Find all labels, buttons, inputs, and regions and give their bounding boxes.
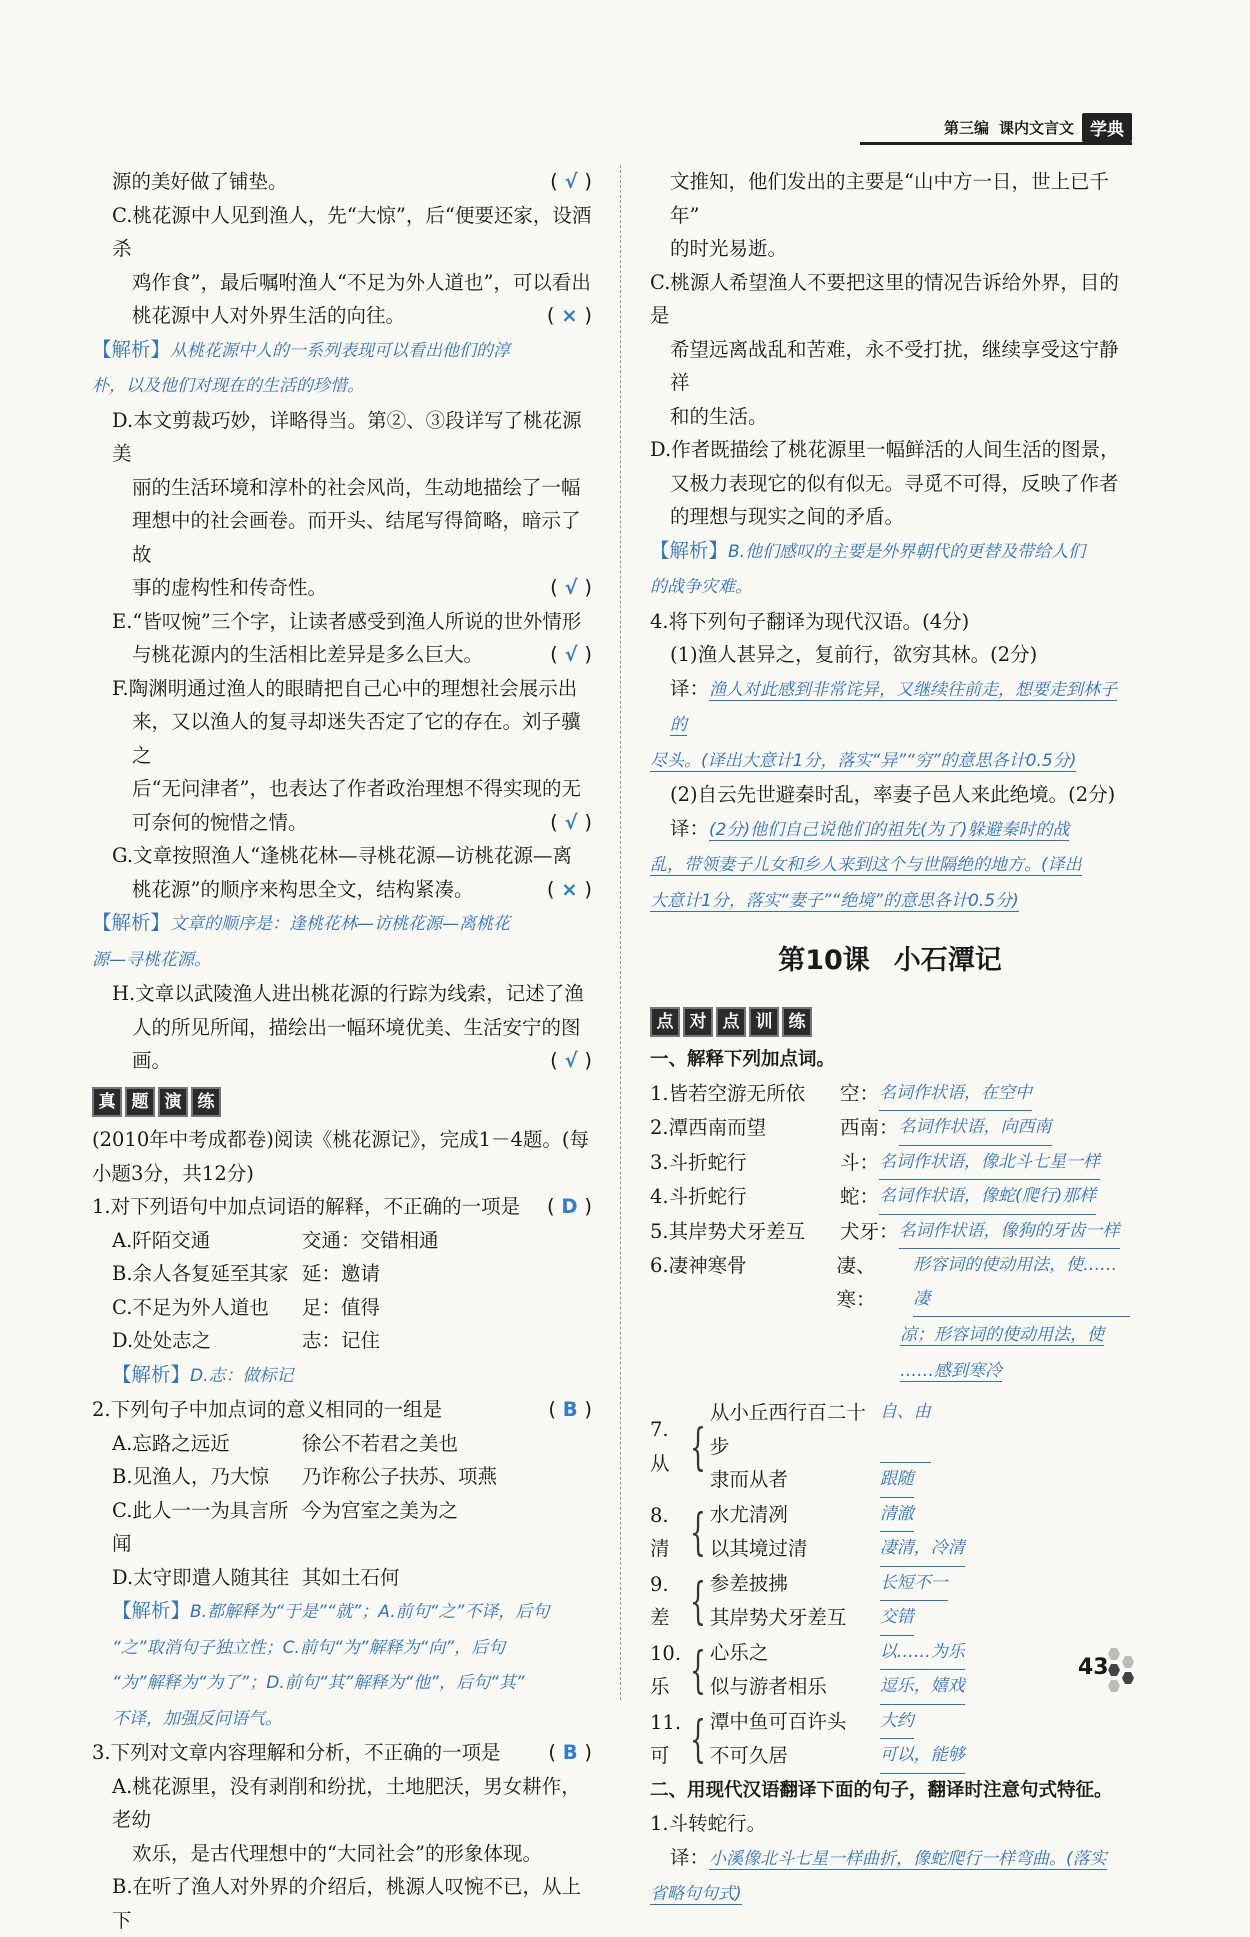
answer-mark: ( × ) (546, 877, 592, 901)
translation-label: 译： (670, 816, 710, 840)
option-row: C.此人一一为具言所闻 今为宫室之美为之 (112, 1498, 459, 1555)
text-line: 可奈何的惋惜之情。 (132, 810, 308, 834)
question-4: 4.将下列句子翻译为现代汉语。(4分) (650, 609, 970, 633)
option-d: D.本文剪裁巧妙，详略得当。第②、③段详写了桃花源美 (112, 408, 582, 465)
polysemy-item: 8.清 { 水尤清冽 清澈 以其境过清 凄清，冷清 (650, 1498, 1130, 1567)
sentence-1: (1)渔人甚异之，复前行，欲穷其林。(2分) (670, 643, 1038, 666)
text-line: 源的美好做了铺垫。 (112, 170, 288, 193)
brace-icon: { (689, 1572, 706, 1630)
brace-icon: { (689, 1710, 706, 1768)
option-c: C.桃源人希望渔人不要把这里的情况告诉给外界，目的是 (650, 270, 1119, 327)
polysemy-item: 7.从 { 从小丘西行百二十步 自、由 隶而从者 跟随 (650, 1396, 1130, 1498)
translation-label: 译： (670, 1845, 710, 1869)
analysis-cont: 源—寻桃花源。 (92, 949, 211, 970)
polysemy-item: 11.可 { 潭中鱼可百许头 大约 不可久居 可以，能够 (650, 1705, 1130, 1774)
exam-intro: (2010年中考成都卷)阅读《桃花源记》，完成1－4题。(每 (92, 1128, 590, 1151)
translation-label: 译： (670, 676, 710, 700)
answer-mark: ( √ ) (550, 576, 592, 599)
analysis-cont: 不译，加强反问语气。 (112, 1708, 282, 1729)
sentence-2: (2)自云先世避秦时乱，率妻子邑人来此绝境。(2分) (670, 783, 1116, 806)
running-header (860, 112, 1132, 145)
lesson-title: 第10课 小石潭记 (778, 945, 1002, 976)
text-line: 人的所见所闻，描绘出一幅环境优美、生活安宁的图 (132, 1015, 581, 1039)
part-2-heading: 二、用现代汉语翻译下面的句子，翻译时注意句式特征。 (650, 1779, 1113, 1801)
translation-answer-cont: 乱，带领妻子儿女和乡人来到这个与世隔绝的地方。(译出 (650, 855, 1082, 875)
text-line: 事的虚构性和传奇性。 (132, 576, 328, 599)
analysis-cont: “之”取消句子独立性；C.前句“为”解释为“向”，后句 (112, 1637, 506, 1658)
option-g: G.文章按照渔人“逢桃花林—寻桃花源—访桃花源—离 (112, 844, 573, 867)
answer-mark: ( D ) (547, 1195, 592, 1218)
translation-answer-cont: 尽头。(译出大意计1分，落实“异”“穷”的意思各计0.5分) (650, 750, 1077, 771)
answer-mark: ( √ ) (550, 643, 592, 666)
vocab-row: 2.潭西南而望 西南： 名词作状语，向西南 (650, 1111, 1130, 1146)
vocab-row: 4.斗折蛇行 蛇： 名词作状语，像蛇(爬行)那样 (650, 1180, 1130, 1215)
header-brand-logo: 学典 (1082, 113, 1132, 142)
option-c: C.桃花源中人见到渔人，先“大惊”，后“便要还家，设酒杀 (112, 203, 592, 260)
answer-mark: ( B ) (548, 1398, 592, 1421)
analysis: 【解析】D.志：做标记 (112, 1362, 294, 1386)
text-line: 画。 (132, 1049, 172, 1072)
option-d: D.作者既描绘了桃花源里一幅鲜活的人间生活的图景， (650, 438, 1120, 461)
text-line: 和的生活。 (670, 404, 768, 428)
brace-icon: { (689, 1503, 706, 1561)
option-e: E.“皆叹惋”三个字，让读者感受到渔人所说的世外情形 (112, 609, 582, 633)
question-3: 3.下列对文章内容理解和分析，不正确的一项是 (92, 1741, 501, 1764)
text-line: 丽的生活环境和淳朴的社会风尚，生动地描绘了一幅 (132, 475, 581, 499)
text-line: 的理想与现实之间的矛盾。 (670, 505, 905, 528)
vocab-answer-cont: ……感到寒冷 (900, 1360, 1002, 1381)
question-1: 1.对下列语句中加点词语的解释，不正确的一项是 (92, 1195, 521, 1218)
translation-answer-cont: 大意计1分，落实“妻子”“绝境”的意思各计0.5分) (650, 890, 1019, 911)
part-2-question-1: 1.斗转蛇行。 (650, 1812, 767, 1835)
option-a: A.桃花源里，没有剥削和纷扰，土地肥沃，男女耕作，老幼 (112, 1774, 581, 1831)
part-1-heading: 一、解释下列加点词。 (650, 1049, 836, 1070)
header-category: 课内文言文 (998, 118, 1074, 137)
vocab-row: 3.斗折蛇行 斗： 名词作状语，像北斗七星一样 (650, 1146, 1130, 1181)
option-row: D.处处志之 志：记住 (112, 1329, 381, 1352)
vocab-row: 5.其岸势犬牙差互 犬牙： 名词作状语，像狗的牙齿一样 (650, 1215, 1130, 1250)
answer-mark: ( √ ) (550, 810, 592, 834)
text-line: 鸡作食”，最后嘱咐渔人“不足为外人道也”，可以看出 (132, 270, 591, 294)
text-line: 理想中的社会画卷。而开头、结尾写得简略，暗示了故 (132, 509, 581, 566)
section-title-zhenti: 真 题 演 练 (92, 1084, 224, 1118)
analysis-cont: “为”解释为“为了”；D.前句“其”解释为“他”，后句“其” (112, 1673, 525, 1693)
analysis-cont: 的战争灾难。 (650, 577, 752, 597)
answer-mark: ( √ ) (550, 170, 592, 193)
left-column (92, 165, 592, 1937)
option-row: D.太守即遣人随其往 其如土石何 (112, 1565, 400, 1589)
translation-answer: (2分)他们自己说他们的祖先(为了)躲避秦时的战 (709, 819, 1070, 840)
text-line: 的时光易逝。 (670, 237, 788, 260)
analysis: 【解析】文章的顺序是：逢桃花林—访桃花源—离桃花 (92, 911, 511, 934)
option-row: A.忘路之远近 徐公不若君之美也 (112, 1431, 459, 1455)
text-line: 与桃花源内的生活相比差异是多么巨大。 (132, 643, 484, 666)
option-row: B.见渔人，乃大惊 乃诈称公子扶苏、项燕 (112, 1465, 498, 1488)
translation-answer: 小溪像北斗七星一样曲折，像蛇爬行一样弯曲。(落实 (709, 1848, 1107, 1869)
answer-mark: ( √ ) (550, 1049, 592, 1072)
text-line: 桃花源中人对外界生活的向往。 (132, 304, 406, 327)
vocab-answer-cont: 凉；形容词的使动用法，使 (900, 1325, 1104, 1345)
text-line: 文推知，他们发出的主要是“山中方一日，世上已千年” (670, 170, 1109, 227)
column-divider (620, 165, 621, 1700)
brace-icon: { (689, 1641, 706, 1699)
text-line: 来，又以渔人的复寻却迷失否定了它的存在。刘子骥之 (132, 710, 581, 767)
header-section: 第三编 (943, 118, 989, 137)
polysemy-item: 10.乐 { 心乐之 以……为乐 似与游者相乐 逗乐，嬉戏 (650, 1636, 1130, 1705)
section-title-dianduidian: 点 对 点 训 练 (650, 1004, 815, 1038)
text-line: 后“无问津者”，也表达了作者政治理想不得实现的无 (132, 777, 581, 800)
vocab-row: 1.皆若空游无所依 空： 名词作状语，在空中 (650, 1077, 1130, 1112)
text-line: 桃花源”的顺序来构思全文，结构紧凑。 (132, 877, 474, 901)
analysis: 【解析】从桃花源中人的一系列表现可以看出他们的淳 (92, 337, 511, 361)
analysis: 【解析】B.他们感叹的主要是外界朝代的更替及带给人们 (650, 538, 1086, 562)
answer-mark: ( B ) (548, 1741, 592, 1764)
analysis: 【解析】B.都解释为“于是”“就”；A.前句“之”不译，后句 (112, 1599, 550, 1622)
option-row: A.阡陌交通 交通：交错相通 (112, 1228, 439, 1252)
right-column (650, 165, 1130, 1912)
option-row: B.余人各复延至其家 延：邀请 (112, 1262, 381, 1285)
option-f: F.陶渊明通过渔人的眼睛把自己心中的理想社会展示出 (112, 676, 578, 700)
text-line: 希望远离战乱和苦难，永不受打扰，继续享受这宁静祥 (670, 337, 1119, 394)
option-row: C.不足为外人道也 足：值得 (112, 1295, 381, 1319)
brace-icon: { (689, 1417, 706, 1476)
question-2: 2.下列句子中加点词的意义相同的一组是 (92, 1398, 443, 1421)
text-line: 欢乐，是古代理想中的“大同社会”的形象体现。 (132, 1841, 542, 1865)
translation-answer-cont: 省略句句式) (650, 1884, 742, 1904)
text-line: 又极力表现它的似有似无。寻觅不可得，反映了作者 (670, 471, 1119, 495)
option-b: B.在听了渔人对外界的介绍后，桃源人叹惋不已，从上下 (112, 1875, 582, 1932)
vocab-row: 6.凄神寒骨 凄、寒： 形容词的使动用法，使……凄 (650, 1249, 1130, 1317)
exam-intro-cont: 小题3分，共12分) (92, 1161, 254, 1185)
translation-answer: 渔人对此感到非常诧异，又继续往前走，想要走到林子的 (670, 679, 1118, 735)
page-number: 43 (1078, 1655, 1109, 1680)
analysis-cont: 朴，以及他们对现在的生活的珍惜。 (92, 376, 364, 396)
polysemy-item: 9.差 { 参差披拂 长短不一 其岸势犬牙差互 交错 (650, 1567, 1130, 1636)
answer-mark: ( × ) (546, 304, 592, 327)
option-h: H.文章以武陵渔人进出桃花源的行踪为线索，记述了渔 (112, 982, 584, 1005)
